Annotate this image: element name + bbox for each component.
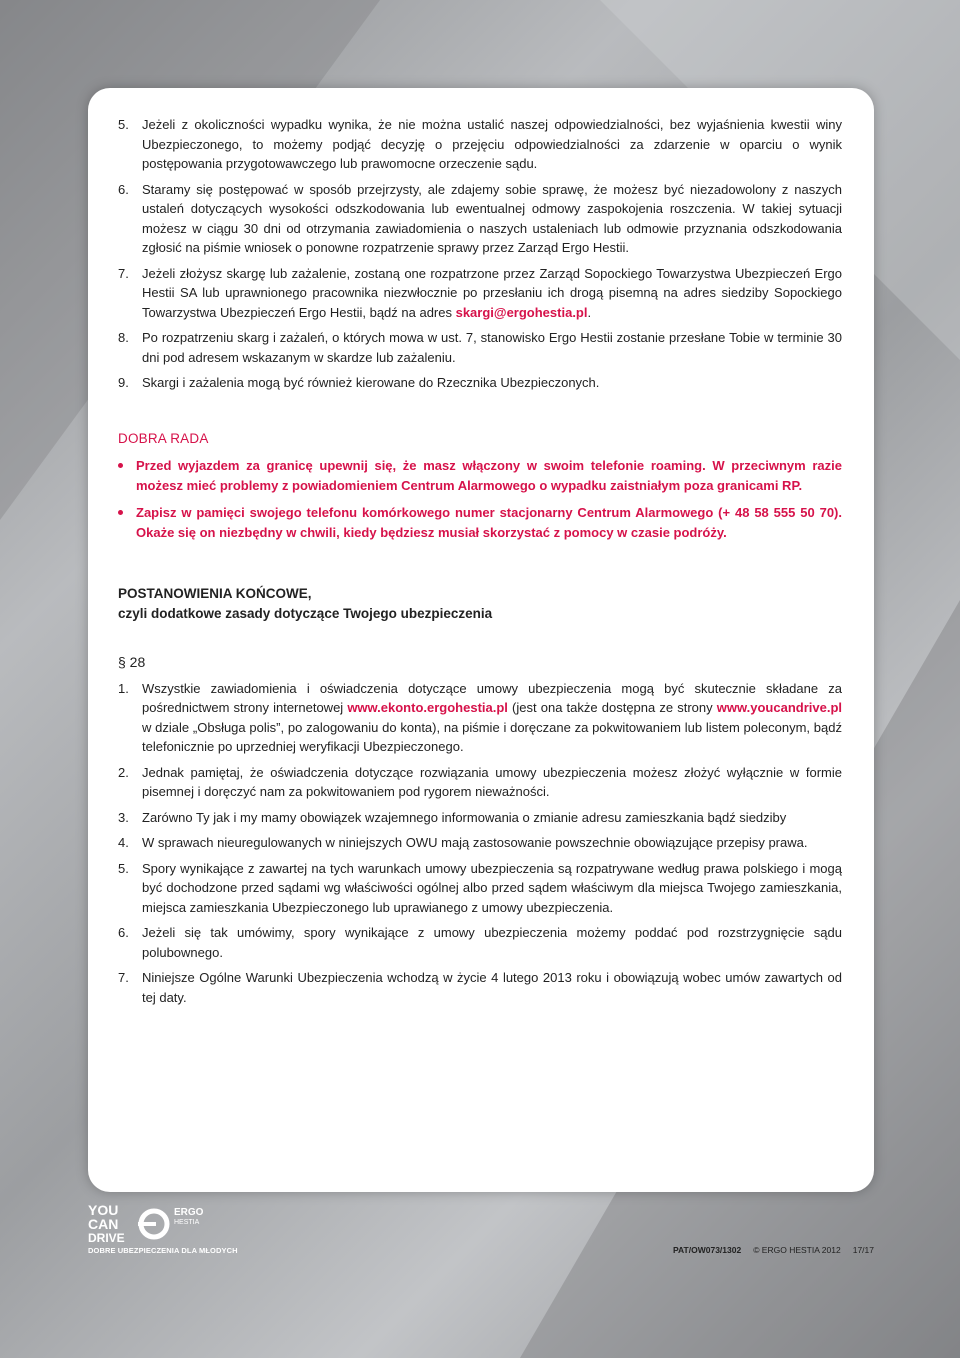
list-item bbox=[118, 373, 842, 393]
item-text: Jeżeli złożysz skargę lub zażalenie, zostaną one rozpatrzone przez Zarząd Sopockiego Towarzystwa Ubezpieczeń Ergo Hestii SA lub uprawnionego pracownika niezwłocznie po przesłaniu ich drogą pisemną na adres siedziby Sopockiego Towarzystwa Ubezpieczeń Ergo Hestii, bądź na adres bbox=[142, 265, 842, 320]
item-text: Jednak pamiętaj, że oświadczenia dotyczące rozwiązania umowy ubezpieczenia możesz złożyć wyłącznie w formie pisemnej i doręczyć nam za pokwitowaniem pod rygorem nieważności. bbox=[142, 764, 842, 799]
item-number: 1. bbox=[118, 680, 129, 696]
youcandrive-link[interactable]: www.youcandrive.pl bbox=[716, 700, 842, 715]
advice-text: Zapisz w pamięci swojego telefonu komórkowego numer stacjonarny Centrum Alarmowego (+ 48 58 555 50 70). Okaże się on niezbędny w chwili, kiedy będziesz musiał skorzystać z pomocy w czasie podróży. bbox=[136, 505, 842, 540]
advice-text: Przed wyjazdem za granicę upewnij się, że masz włączony w swoim telefonie roaming. W przeciwnym razie możesz mieć problemy z powiadomieniem Centrum Alarmowego o wypadku zaistniałym poza granicami RP. bbox=[136, 458, 842, 493]
item-number: 2. bbox=[118, 764, 129, 780]
item-text: Staramy się postępować w sposób przejrzysty, ale zdajemy sobie sprawę, że możesz być niezadowolony z naszych ustaleń dotyczących wysokości odszkodowania lub ewentualnej odmowy zaspokojenia roszczenia. W takiej sytuacji możesz w ciągu 30 dni od otrzymania zawiadomienia o naszych ustaleniach lub odmowie przyznania odszkodowania zgłosić na piśmie wniosek o ponowne rozpatrzenie sprawy przez Zarząd Ergo Hestii. bbox=[142, 181, 842, 255]
item-number: 7. bbox=[118, 970, 129, 985]
list-item bbox=[118, 115, 842, 174]
item-text: Po rozpatrzeniu skarg i zażaleń, o których mowa w ust. 7, stanowisko Ergo Hestii zostanie przesłane Tobie w terminie 30 dni pod adresem wskazanym w skardze lub zażaleniu. bbox=[142, 330, 842, 365]
list-item bbox=[118, 859, 842, 918]
logo-you: YOU bbox=[88, 1202, 119, 1218]
item-text: w dziale „Obsługa polis”, po zalogowaniu do konta), na piśmie i doręczane za pokwitowaniem lub listem poleconym, bądź telefonicznie po uprzedniej weryfikacji Ubezpieczonego. bbox=[142, 719, 842, 754]
copyright: © ERGO HESTIA 2012 bbox=[753, 1245, 841, 1255]
list-item bbox=[118, 679, 842, 757]
logo-ergo: ERGO bbox=[174, 1207, 204, 1218]
item-number: 5. bbox=[118, 117, 129, 132]
list-item bbox=[118, 833, 842, 853]
section-subtitle: czyli dodatkowe zasady dotyczące Twojego ubezpieczenia bbox=[118, 605, 493, 621]
item-number: 3. bbox=[118, 809, 129, 825]
logo-drive: DRIVE bbox=[88, 1231, 125, 1245]
logo-hestia: HESTIA bbox=[174, 1219, 200, 1226]
logo-can: CAN bbox=[88, 1216, 119, 1232]
item-number: 5. bbox=[118, 860, 129, 876]
list-item bbox=[118, 763, 842, 802]
list-item bbox=[118, 923, 842, 962]
item-text: W sprawach nieuregulowanych w niniejszych OWU mają zastosowanie powszechnie obowiązujące przepisy prawa. bbox=[142, 835, 808, 850]
item-text: Spory wynikające z zawartej na tych warunkach umowy ubezpieczenia są rozpatrywane według prawa polskiego i mogą być dochodzone przed sądami wg właściwości ogólnej albo przed sądem właściwym dla miejsca Twojego zamieszkania, miejsca zamieszkania Ubezpieczonego lub uprawianego z umowy ubezpieczenia. bbox=[142, 860, 842, 915]
item-number: 7. bbox=[118, 265, 129, 281]
section-title: POSTANOWIENIA KOŃCOWE, bbox=[118, 586, 312, 601]
item-text: (jest ona także dostępna ze strony bbox=[507, 700, 717, 715]
list-item bbox=[118, 328, 842, 367]
list-item bbox=[118, 968, 842, 1007]
item-text: Jeżeli się tak umówimy, spory wynikające z umowy ubezpieczenia możemy poddać pod rozstrzygnięcie sądu polubownego. bbox=[142, 925, 842, 960]
item-number: 4. bbox=[118, 835, 129, 850]
item-number: 8. bbox=[118, 330, 129, 345]
item-text: Zarówno Ty jak i my mamy obowiązek wzajemnego informowania o zmianie adresu zamieszkania bądź siedziby bbox=[142, 809, 787, 825]
advice-bullet bbox=[118, 503, 842, 542]
ekonto-link[interactable]: www.ekonto.ergohestia.pl bbox=[347, 700, 508, 715]
item-number: 6. bbox=[118, 925, 129, 940]
doc-code: PAT/OW073/1302 bbox=[673, 1245, 742, 1255]
item-text: . bbox=[587, 304, 592, 320]
item-number: 9. bbox=[118, 375, 129, 390]
youcandrive-ergo-hestia-logo bbox=[88, 1202, 228, 1246]
complaint-email-link[interactable]: skargi@ergohestia.pl bbox=[455, 304, 588, 320]
document-body bbox=[118, 115, 842, 1007]
bullet-icon bbox=[118, 463, 123, 468]
list-item bbox=[118, 180, 842, 258]
item-text: Wszystkie zawiadomienia i oświadczenia dotyczące umowy ubezpieczenia mogą być skutecznie składane za pośrednictwem strony internetowej bbox=[142, 680, 842, 715]
item-text: Niniejsze Ogólne Warunki Ubezpieczenia wchodzą w życie 4 lutego 2013 roku i obowiązują wobec umów zawartych od tej daty. bbox=[142, 970, 842, 1005]
item-number: 6. bbox=[118, 181, 129, 197]
bullet-icon bbox=[118, 510, 123, 515]
list-item bbox=[118, 264, 842, 323]
advice-heading: DOBRA RADA bbox=[118, 430, 209, 446]
page-number: 17/17 bbox=[852, 1245, 874, 1255]
paragraph-number: § 28 bbox=[118, 654, 146, 670]
footer-tagline: DOBRE UBEZPIECZENIA DLA MŁODYCH bbox=[88, 1246, 238, 1255]
item-text: Skargi i zażalenia mogą być również kierowane do Rzecznika Ubezpieczonych. bbox=[142, 375, 600, 390]
item-text: Jeżeli z okoliczności wypadku wynika, że nie można ustalić naszej odpowiedzialności, bez wyjaśnienia kwestii winy Ubezpieczonego, to możemy podjąć decyzję o przejęciu odpowiedzialności za zdarzenie w oparciu o wynik postępowania przygotowawczego lub prawomocne orzeczenie sądu. bbox=[142, 117, 842, 171]
footer-doc-reference bbox=[673, 1245, 874, 1255]
list-item bbox=[118, 808, 842, 828]
advice-bullet bbox=[118, 456, 842, 495]
content-card bbox=[88, 88, 874, 1192]
